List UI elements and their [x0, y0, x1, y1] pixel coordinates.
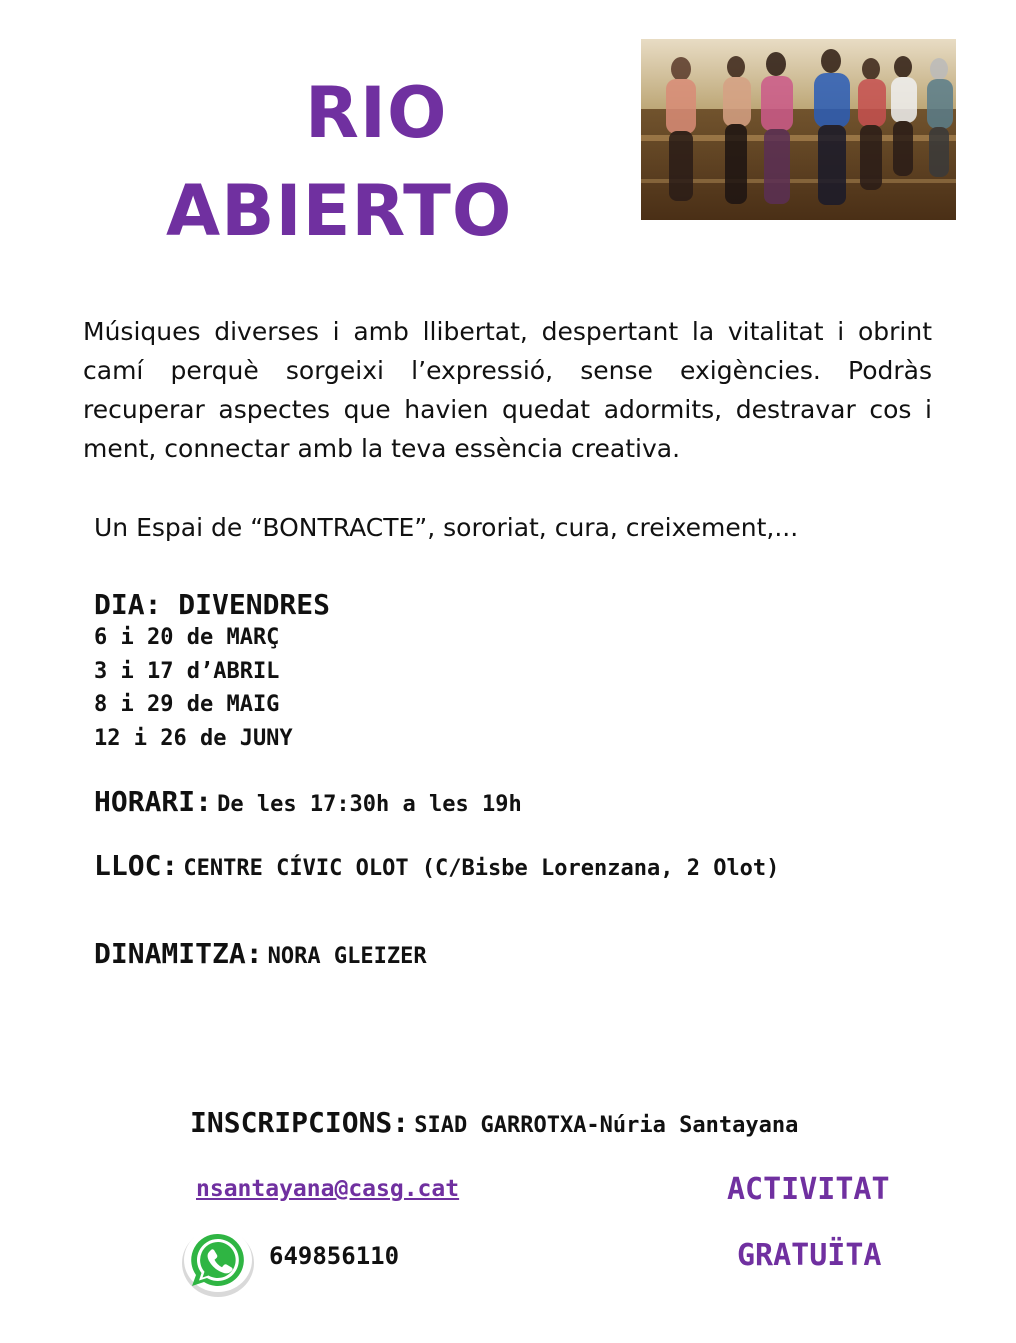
date-item: 6 i 20 de MARÇ: [94, 625, 280, 650]
dia-label: DIA: DIVENDRES: [94, 588, 331, 621]
email-link[interactable]: nsantayana@casg.cat: [196, 1176, 460, 1202]
lloc-label: LLOC:: [94, 849, 179, 882]
horari-row: [94, 785, 522, 818]
dinamitza-label: DINAMITZA:: [94, 937, 263, 970]
lloc-value: CENTRE CÍVIC OLOT (C/Bisbe Lorenzana, 2 Olot): [183, 856, 780, 881]
dancers-photo: [641, 39, 956, 220]
title-line-1: RIO: [305, 72, 448, 154]
date-item: 8 i 29 de MAIG: [94, 692, 280, 717]
dinamitza-value: NORA GLEIZER: [267, 944, 427, 969]
inscripcions-row: [190, 1106, 798, 1139]
espai-text: Un Espai de “BONTRACTE”, sororiat, cura, creixement,...: [94, 513, 799, 542]
dinamitza-row: [94, 937, 427, 970]
free-activity-line-2: GRATUÏTA: [737, 1238, 882, 1273]
date-item: 3 i 17 d’ABRIL: [94, 659, 280, 684]
description-paragraph: Músiques diverses i amb llibertat, despertant la vitalitat i obrint camí perquè sorgeixi l’expressió, sense exigències. Podràs recuperar aspectes que havien quedat adormits, destravar cos i ment, connectar amb la teva essència creativa.: [83, 317, 932, 463]
lloc-row: [94, 849, 779, 882]
inscripcions-label: INSCRIPCIONS:: [190, 1106, 410, 1139]
title-line-2: ABIERTO: [166, 170, 513, 252]
inscripcions-value: SIAD GARROTXA-Núria Santayana: [414, 1113, 799, 1138]
horari-value: De les 17:30h a les 19h: [217, 792, 522, 817]
whatsapp-icon: [179, 1222, 257, 1300]
free-activity-line-1: ACTIVITAT: [727, 1172, 890, 1207]
date-item: 12 i 26 de JUNY: [94, 726, 293, 751]
phone-number: 649856110: [269, 1242, 400, 1270]
horari-label: HORARI:: [94, 785, 213, 818]
